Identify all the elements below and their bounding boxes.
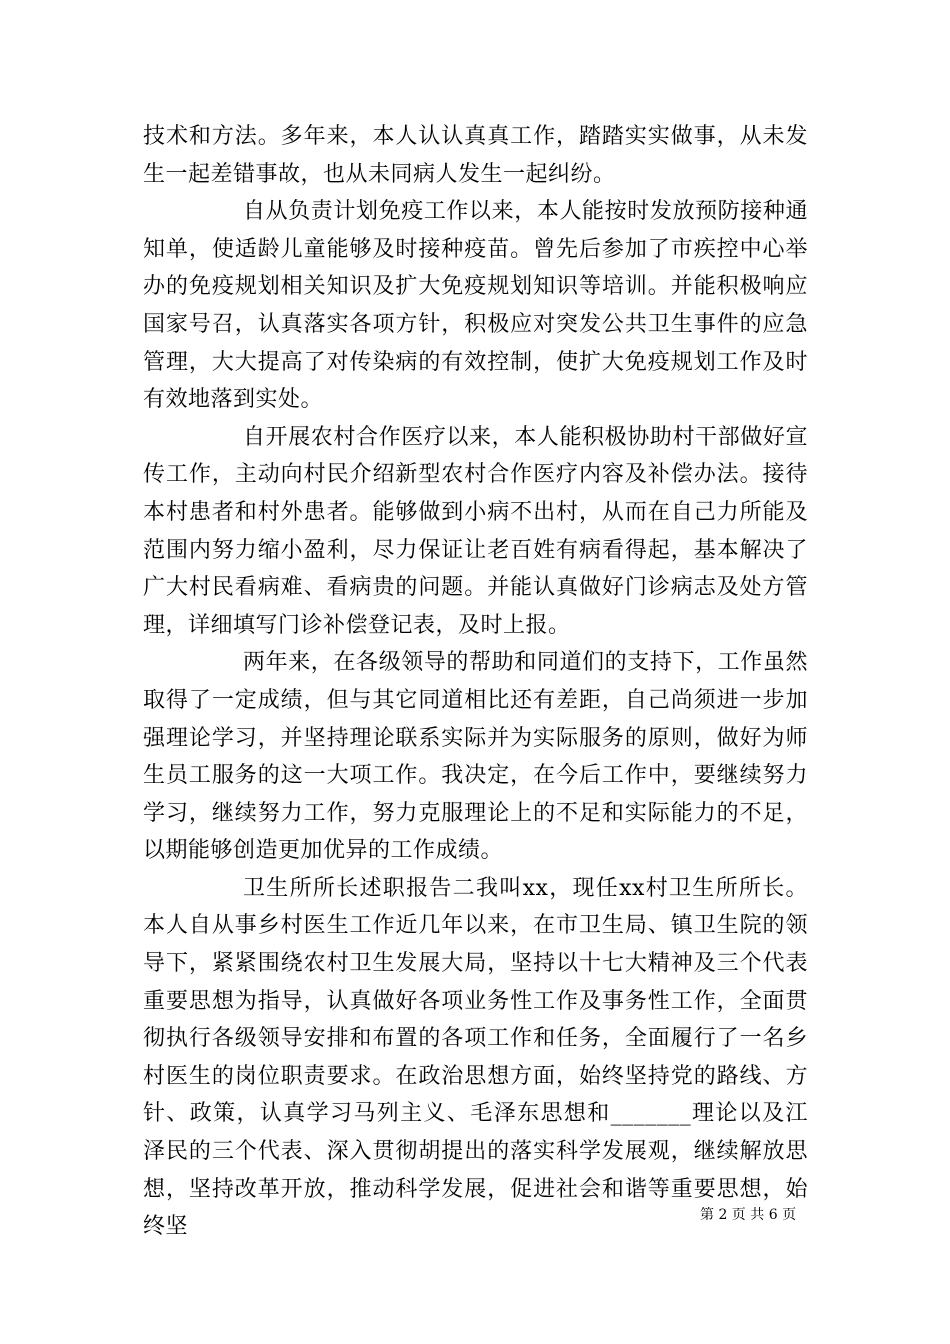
paragraph-5: 卫生所所长述职报告二我叫xx，现任xx村卫生所所长。本人自从事乡村医生工作近几年以来，在市卫生局、镇卫生院的领导下，紧紧围绕农村卫生发展大局，坚持以十七大精神及三个代表重要思想为指导，认真做好各项业务性工作及事务性工作，全面贯彻执行各级领导安排和布置的各项工作和任务，全面履行了一名乡村医生的岗位职责要求。在政治思想方面，始终坚持党的路线、方针、政策，认真学习马列主义、毛泽东思想和_______理论以及江泽民的三个代表、深入贯彻胡提出的落实科学发展观，继续解放思想，坚持改革开放，推动科学发展，促进社会和谐等重要思想，始终坚 [143, 875, 808, 1240]
paragraph-1: 技术和方法。多年来，本人认认真真工作，踏踏实实做事，从未发生一起差错事故，也从未同病人发生一起纠纷。 [143, 124, 808, 187]
paragraph-3: 自开展农村合作医疗以来，本人能积极协助村干部做好宣传工作，主动向村民介绍新型农村合作医疗内容及补偿办法。接待本村患者和村外患者。能够做到小病不出村，从而在自己力所能及范围内努力缩小盈利，尽力保证让老百姓有病看得起，基本解决了广大村民看病难、看病贵的问题。并能认真做好门诊病志及处方管理，详细填写门诊补偿登记表，及时上报。 [143, 424, 808, 638]
page-number-footer: 第 2 页 共 6 页 [700, 1207, 797, 1223]
paragraph-2: 自从负责计划免疫工作以来，本人能按时发放预防接种通知单，使适龄儿童能够及时接种疫苗。曾先后参加了市疾控中心举办的免疫规划相关知识及扩大免疫规划知识等培训。并能积极响应国家号召，认真落实各项方针，积极应对突发公共卫生事件的应急管理，大大提高了对传染病的有效控制，使扩大免疫规划工作及时有效地落到实处。 [143, 199, 808, 413]
paragraph-4: 两年来，在各级领导的帮助和同道们的支持下，工作虽然取得了一定成绩，但与其它同道相比还有差距，自己尚须进一步加强理论学习，并坚持理论联系实际并为实际服务的原则，做好为师生员工服务的这一大项工作。我决定，在今后工作中，要继续努力学习，继续努力工作，努力克服理论上的不足和实际能力的不足，以期能够创造更加优异的工作成绩。 [143, 650, 808, 864]
document-body [143, 118, 808, 1246]
